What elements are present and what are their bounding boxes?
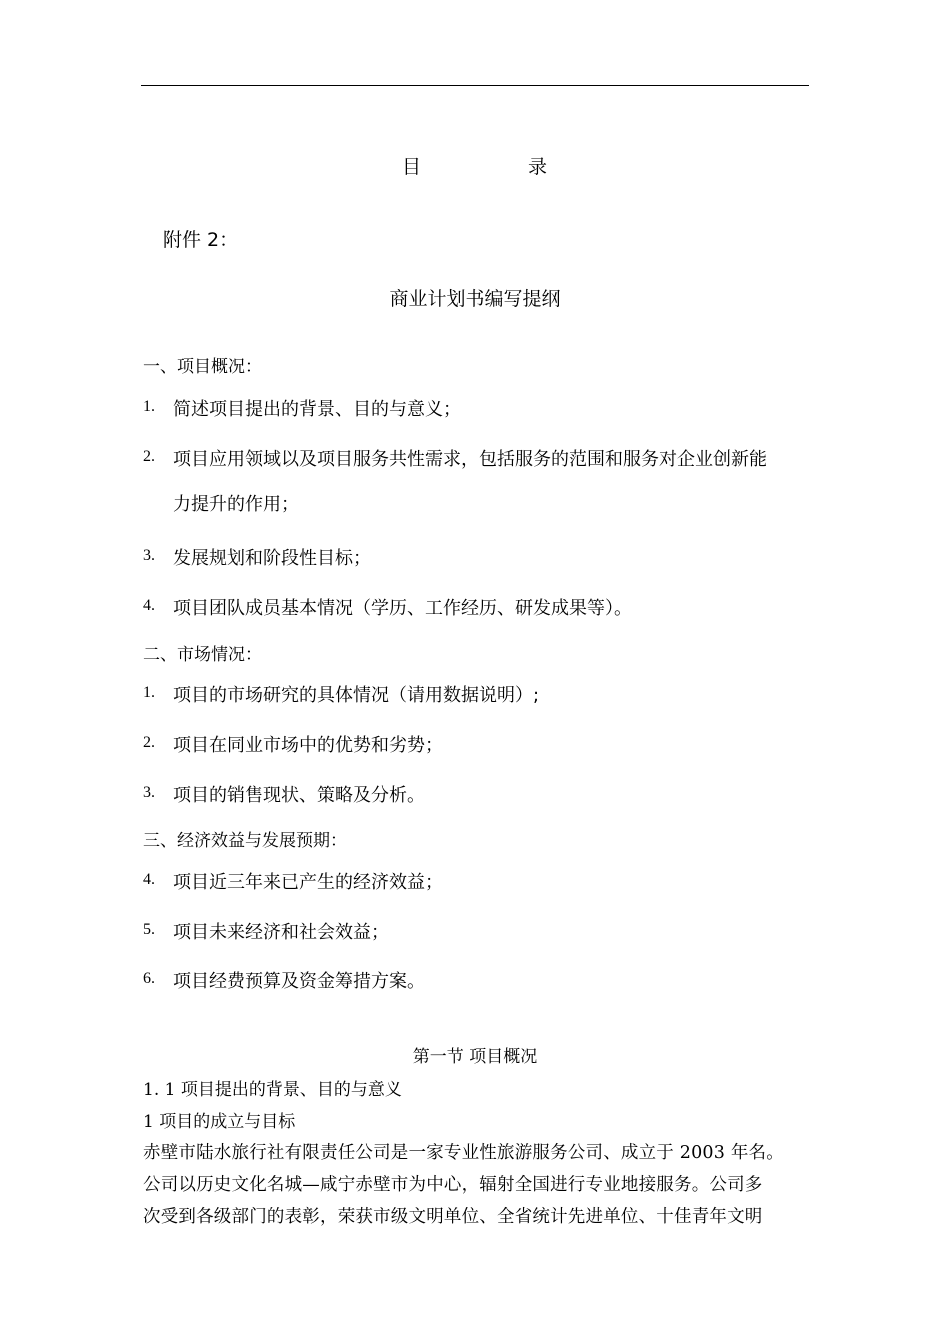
item-number: 4.	[143, 871, 155, 888]
attachment-label: 附件 2：	[163, 229, 239, 251]
section-title: 第一节 项目概况	[412, 1047, 538, 1067]
list-item: 项目的销售现状、策略及分析。	[173, 785, 425, 806]
body-text-line: 公司以历史文化名城—咸宁赤壁市为中心，辐射全国进行专业地接服务。公司多	[143, 1175, 763, 1195]
toc-title-char1: 目	[402, 156, 422, 178]
item-number: 3.	[143, 547, 155, 564]
item-number: 5.	[143, 921, 155, 938]
item-number: 2.	[143, 734, 155, 751]
list-item: 项目的市场研究的具体情况（请用数据说明）;	[173, 685, 540, 706]
section-heading: 三、经济效益与发展预期：	[143, 831, 347, 851]
section-heading: 二、市场情况：	[143, 645, 262, 665]
subsection-heading: 1. 1 项目提出的背景、目的与意义	[143, 1080, 402, 1100]
item-number: 6.	[143, 970, 155, 987]
list-item: 项目经费预算及资金筹措方案。	[173, 971, 425, 992]
toc-title-char2: 录	[528, 156, 548, 178]
body-text-line: 次受到各级部门的表彰，荣获市级文明单位、全省统计先进单位、十佳青年文明	[143, 1207, 763, 1227]
list-item: 项目在同业市场中的优势和劣势；	[173, 735, 443, 756]
item-number: 4.	[143, 597, 155, 614]
list-item-continuation: 力提升的作用；	[173, 494, 299, 515]
subsection-heading: 1 项目的成立与目标	[143, 1112, 296, 1132]
list-item: 项目应用领域以及项目服务共性需求，包括服务的范围和服务对企业创新能	[173, 449, 767, 470]
list-item: 项目近三年来已产生的经济效益；	[173, 872, 443, 893]
list-item: 简述项目提出的背景、目的与意义；	[173, 399, 461, 420]
item-number: 2.	[143, 448, 155, 465]
item-number: 1.	[143, 684, 155, 701]
body-text-line: 赤壁市陆水旅行社有限责任公司是一家专业性旅游服务公司、成立于 2003 年名。	[143, 1143, 784, 1163]
item-number: 3.	[143, 784, 155, 801]
list-item: 项目未来经济和社会效益；	[173, 922, 389, 943]
header-rule	[141, 85, 809, 86]
outline-title: 商业计划书编写提纲	[389, 288, 561, 310]
section-heading: 一、项目概况：	[143, 357, 262, 377]
list-item: 发展规划和阶段性目标；	[173, 548, 371, 569]
list-item: 项目团队成员基本情况（学历、工作经历、研发成果等）。	[173, 598, 632, 619]
item-number: 1.	[143, 398, 155, 415]
